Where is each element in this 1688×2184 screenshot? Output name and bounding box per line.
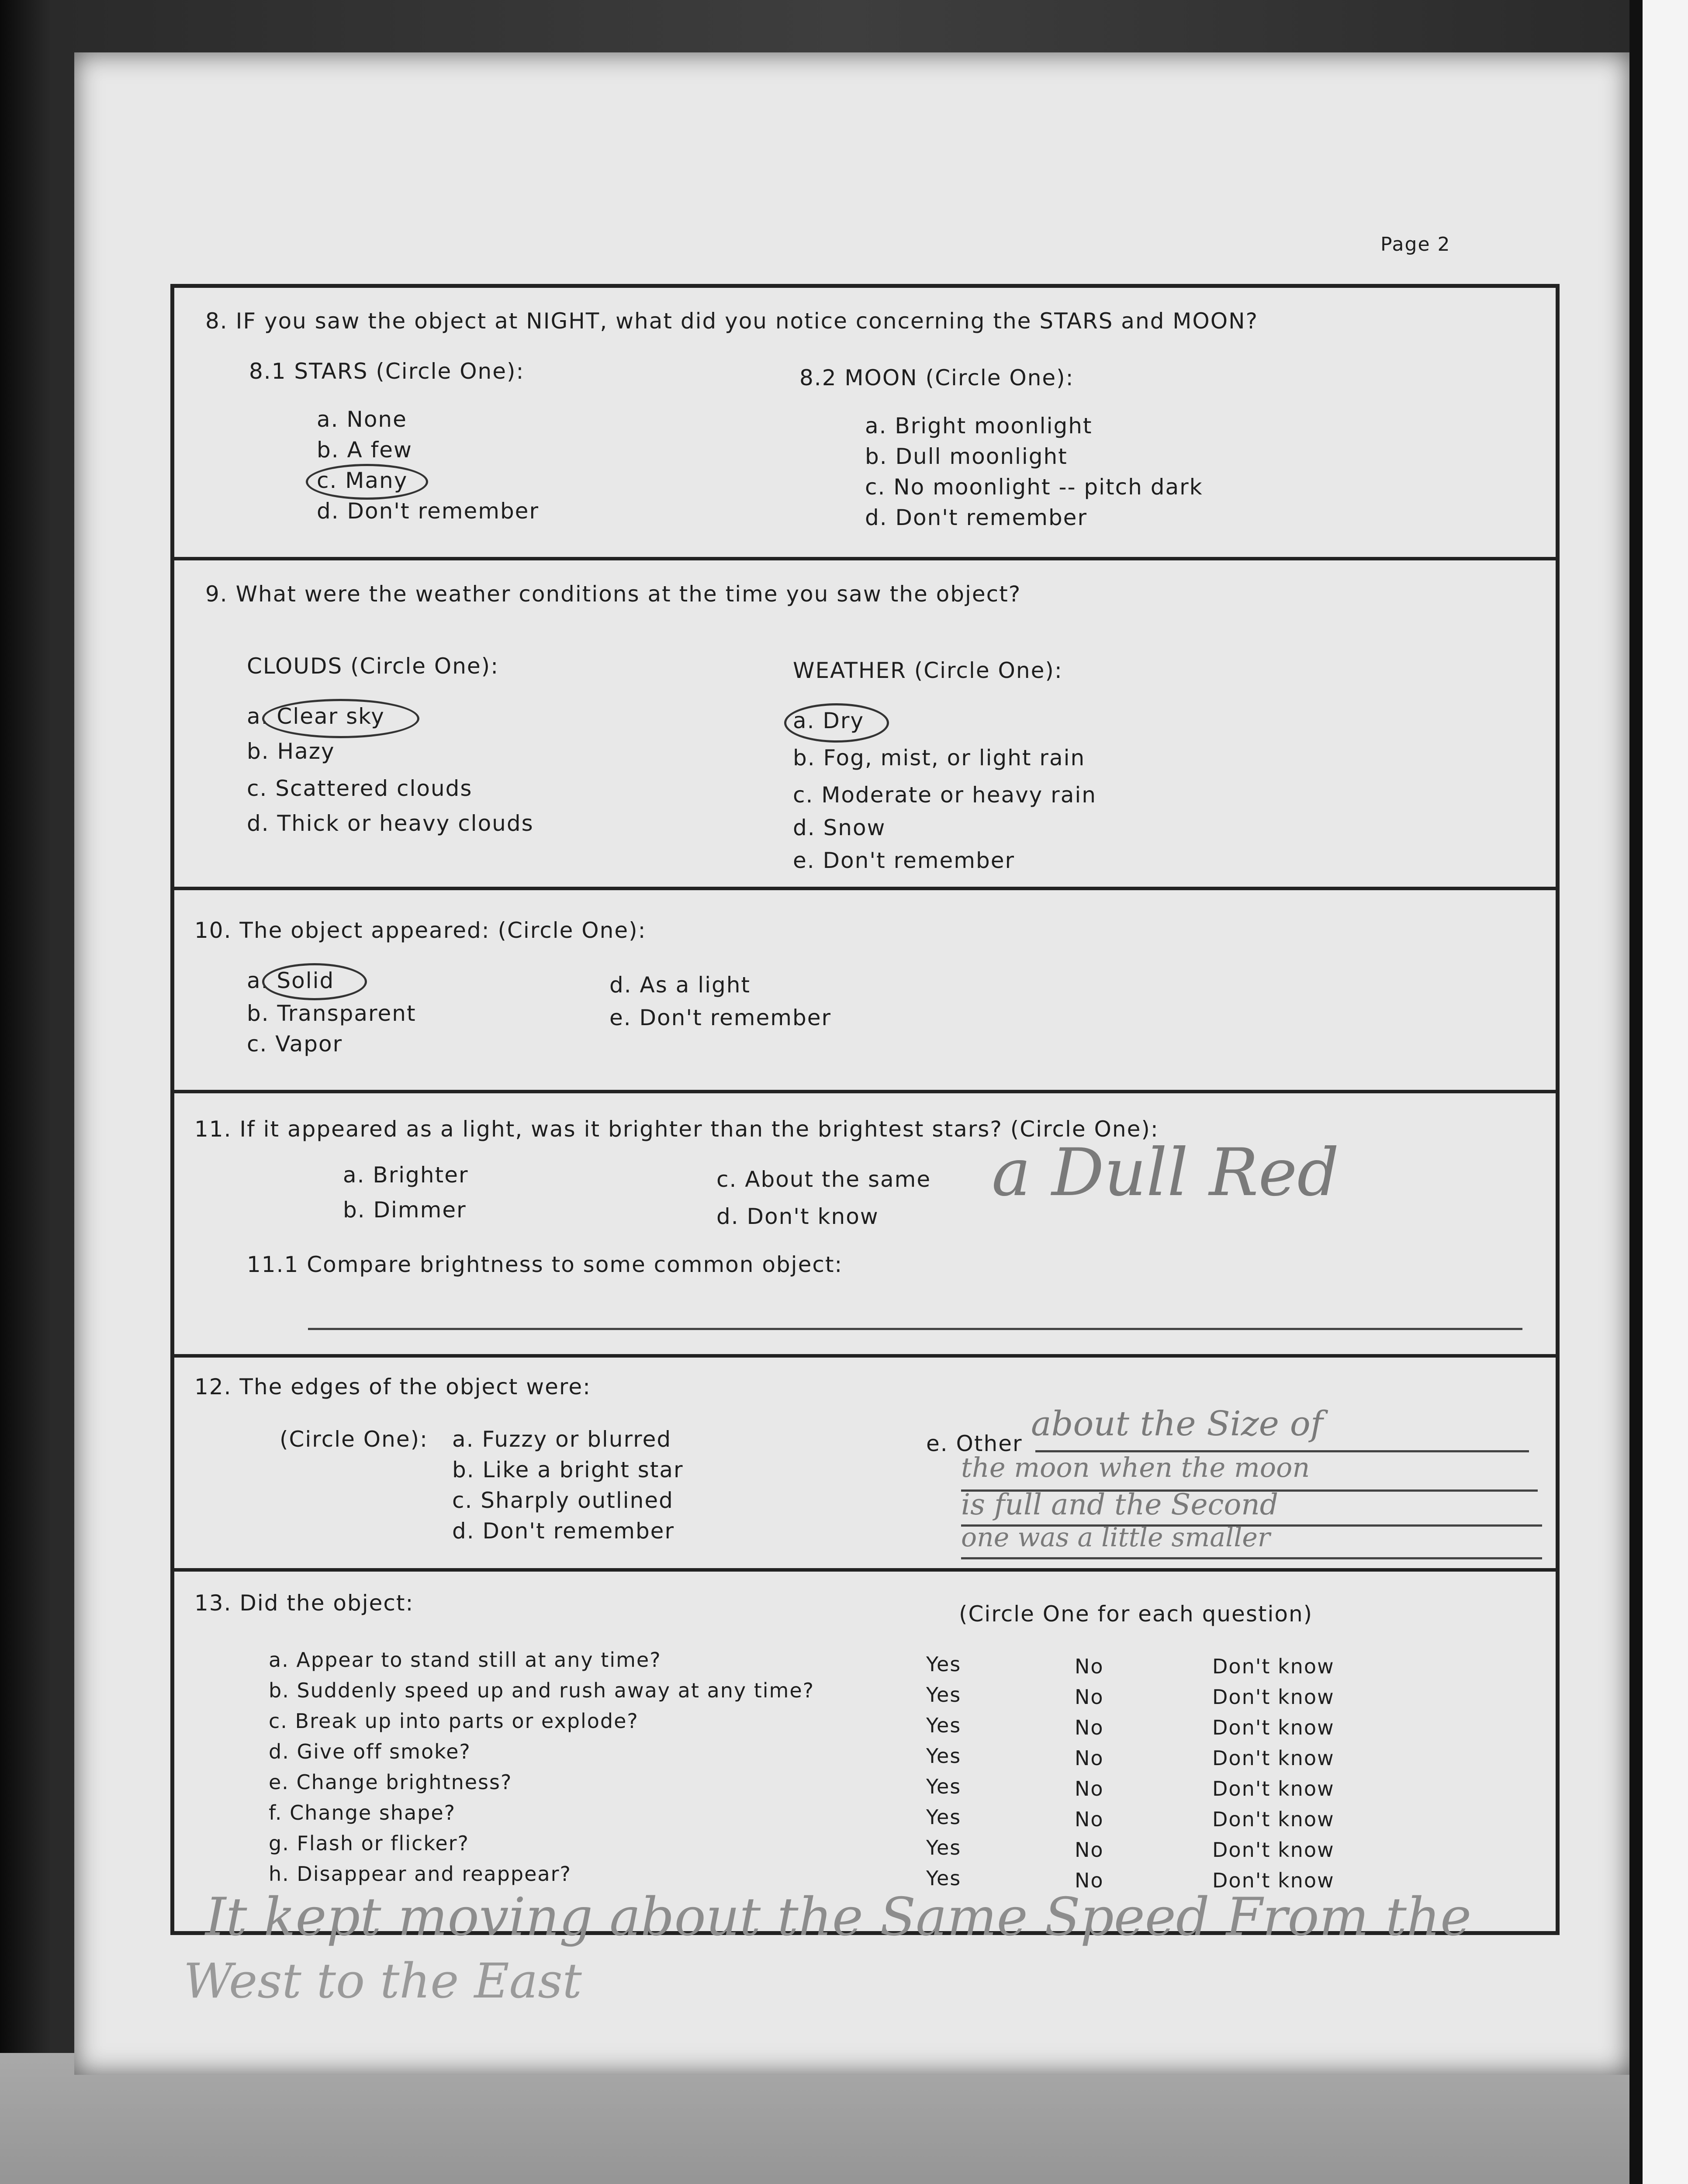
divider bbox=[170, 1568, 1560, 1572]
answer-circle bbox=[306, 464, 428, 500]
stars-option: a. None bbox=[317, 407, 407, 432]
answer-circle bbox=[784, 703, 889, 743]
no-option: No bbox=[1075, 1838, 1104, 1862]
clouds-option: d. Thick or heavy clouds bbox=[247, 811, 534, 836]
dont-know-option: Don't know bbox=[1212, 1807, 1335, 1831]
edges-option: a. Fuzzy or blurred bbox=[452, 1427, 672, 1452]
question-11-text: 11. If it appeared as a light, was it brighter than the brightest stars? (Circle One): bbox=[194, 1116, 1159, 1142]
no-option: No bbox=[1075, 1807, 1104, 1831]
question-12-text: 12. The edges of the object were: bbox=[194, 1374, 591, 1400]
dont-know-option: Don't know bbox=[1212, 1838, 1335, 1862]
q13-item-label: h. Disappear and reappear? bbox=[269, 1862, 571, 1886]
answer-line bbox=[308, 1328, 1522, 1330]
yes-option: Yes bbox=[926, 1866, 962, 1890]
question-9-text: 9. What were the weather conditions at the time you saw the object? bbox=[205, 581, 1021, 607]
film-edge bbox=[1643, 0, 1688, 2184]
appearance-option: b. Transparent bbox=[247, 1001, 416, 1026]
q13-item-label: e. Change brightness? bbox=[269, 1770, 512, 1794]
no-option: No bbox=[1075, 1869, 1104, 1892]
weather-option: e. Don't remember bbox=[793, 848, 1015, 873]
moon-option: c. No moonlight -- pitch dark bbox=[865, 474, 1203, 500]
no-option: No bbox=[1075, 1746, 1104, 1770]
stars-option: c. Many bbox=[317, 468, 408, 493]
edges-option: d. Don't remember bbox=[452, 1518, 675, 1544]
weather-option: a. Dry bbox=[793, 708, 865, 733]
q13-item-label: f. Change shape? bbox=[269, 1801, 456, 1825]
dont-know-option: Don't know bbox=[1212, 1746, 1335, 1770]
yes-option: Yes bbox=[926, 1775, 962, 1798]
dont-know-option: Don't know bbox=[1212, 1869, 1335, 1892]
answer-circle bbox=[262, 963, 367, 1000]
no-option: No bbox=[1075, 1777, 1104, 1800]
weather-option: d. Snow bbox=[793, 815, 886, 840]
yes-option: Yes bbox=[926, 1683, 962, 1707]
edges-option: c. Sharply outlined bbox=[452, 1488, 674, 1513]
answer-circle bbox=[262, 699, 419, 738]
appearance-option: c. Vapor bbox=[247, 1031, 343, 1057]
q13-item-label: g. Flash or flicker? bbox=[269, 1832, 469, 1855]
moon-heading: 8.2 MOON (Circle One): bbox=[799, 365, 1074, 390]
no-option: No bbox=[1075, 1655, 1104, 1678]
q13-item-label: b. Suddenly speed up and rush away at any time? bbox=[269, 1679, 815, 1702]
clouds-option: a. Clear sky bbox=[247, 704, 385, 729]
handwritten-note: West to the East bbox=[183, 1953, 582, 2009]
clouds-option: b. Hazy bbox=[247, 739, 335, 764]
sub-question-11-1: 11.1 Compare brightness to some common object: bbox=[247, 1252, 843, 1277]
no-option: No bbox=[1075, 1685, 1104, 1709]
edges-option: b. Like a bright star bbox=[452, 1457, 684, 1482]
stars-option: d. Don't remember bbox=[317, 498, 539, 524]
yes-option: Yes bbox=[926, 1714, 962, 1737]
handwritten-line: about the Size of bbox=[1031, 1404, 1323, 1444]
stars-heading: 8.1 STARS (Circle One): bbox=[249, 359, 525, 384]
page-label: Page 2 bbox=[1380, 233, 1451, 256]
dont-know-option: Don't know bbox=[1212, 1777, 1335, 1800]
appearance-option: a. Solid bbox=[247, 968, 335, 993]
weather-option: b. Fog, mist, or light rain bbox=[793, 745, 1086, 771]
question-8-text: 8. IF you saw the object at NIGHT, what did you notice concerning the STARS and MOON? bbox=[205, 308, 1259, 334]
handwritten-line: the moon when the moon bbox=[961, 1451, 1310, 1483]
handwritten-note: It kept moving about the Same Speed From the bbox=[205, 1887, 1472, 1948]
dont-know-option: Don't know bbox=[1212, 1655, 1335, 1678]
brightness-option: c. About the same bbox=[716, 1167, 931, 1192]
moon-option: d. Don't remember bbox=[865, 505, 1087, 530]
appearance-option: d. As a light bbox=[609, 972, 751, 998]
divider bbox=[170, 557, 1560, 560]
q13-instruction: (Circle One for each question) bbox=[959, 1601, 1313, 1627]
divider bbox=[170, 1090, 1560, 1093]
moon-option: a. Bright moonlight bbox=[865, 413, 1093, 439]
brightness-option: a. Brighter bbox=[343, 1162, 469, 1188]
weather-option: c. Moderate or heavy rain bbox=[793, 782, 1097, 808]
yes-option: Yes bbox=[926, 1652, 962, 1676]
clouds-heading: CLOUDS (Circle One): bbox=[247, 653, 499, 679]
divider bbox=[170, 1354, 1560, 1358]
weather-heading: WEATHER (Circle One): bbox=[793, 658, 1063, 683]
yes-option: Yes bbox=[926, 1805, 962, 1829]
question-10-text: 10. The object appeared: (Circle One): bbox=[194, 918, 647, 943]
circle-one-label: (Circle One): bbox=[280, 1427, 428, 1452]
handwritten-line: one was a little smaller bbox=[961, 1522, 1270, 1553]
question-13-text: 13. Did the object: bbox=[194, 1590, 414, 1616]
moon-option: b. Dull moonlight bbox=[865, 444, 1068, 469]
yes-option: Yes bbox=[926, 1744, 962, 1768]
clouds-option: c. Scattered clouds bbox=[247, 776, 473, 801]
dont-know-option: Don't know bbox=[1212, 1716, 1335, 1739]
yes-option: Yes bbox=[926, 1836, 962, 1859]
q13-item-label: a. Appear to stand still at any time? bbox=[269, 1648, 661, 1672]
other-label: e. Other bbox=[926, 1431, 1023, 1456]
stars-option: b. A few bbox=[317, 437, 412, 463]
answer-line bbox=[961, 1557, 1542, 1559]
dont-know-option: Don't know bbox=[1212, 1685, 1335, 1709]
handwritten-answer: a Dull Red bbox=[992, 1135, 1339, 1211]
q13-item-label: c. Break up into parts or explode? bbox=[269, 1709, 639, 1733]
handwritten-line: is full and the Second bbox=[961, 1488, 1278, 1521]
q13-item-label: d. Give off smoke? bbox=[269, 1740, 471, 1763]
brightness-option: b. Dimmer bbox=[343, 1197, 467, 1223]
divider bbox=[170, 887, 1560, 890]
brightness-option: d. Don't know bbox=[716, 1204, 879, 1229]
appearance-option: e. Don't remember bbox=[609, 1005, 832, 1030]
no-option: No bbox=[1075, 1716, 1104, 1739]
